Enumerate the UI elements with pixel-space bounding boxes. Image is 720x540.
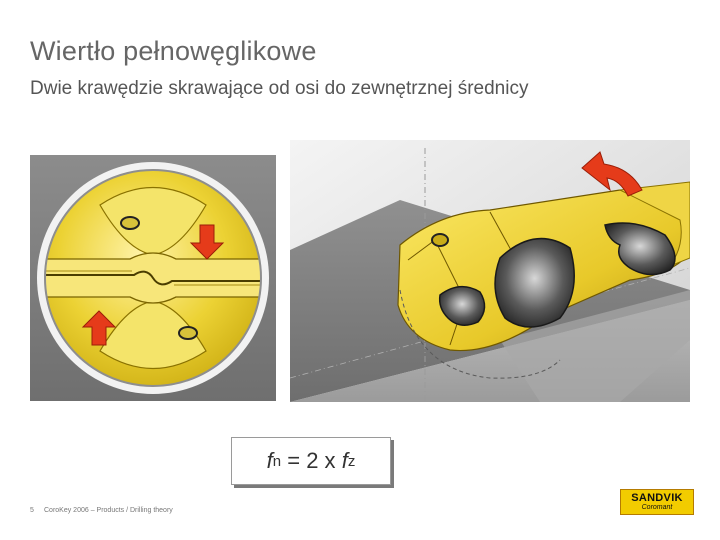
formula-fz-subscript: z [347,452,356,470]
feed-formula-box [231,437,391,485]
formula-middle: = 2 x [281,448,342,473]
drill-perspective-illustration [290,140,690,402]
footer-text: CoroKey 2006 – Products / Drilling theory [44,507,173,514]
formula-fz-symbol: f [341,448,348,473]
slide-subtitle: Dwie krawędzie skrawające od osi do zewnętrznej średnicy [30,78,529,99]
sandvik-coromant-logo [620,489,694,515]
logo-name: SANDVIK [631,491,683,504]
formula-fn-subscript: n [272,452,282,470]
page-number: 5 [30,507,34,514]
drill-end-view-illustration [30,155,276,401]
logo-subname: Coromant [641,503,673,511]
formula-fn-symbol: f [266,448,273,473]
slide-title: Wiertło pełnowęglikowe [30,36,317,66]
